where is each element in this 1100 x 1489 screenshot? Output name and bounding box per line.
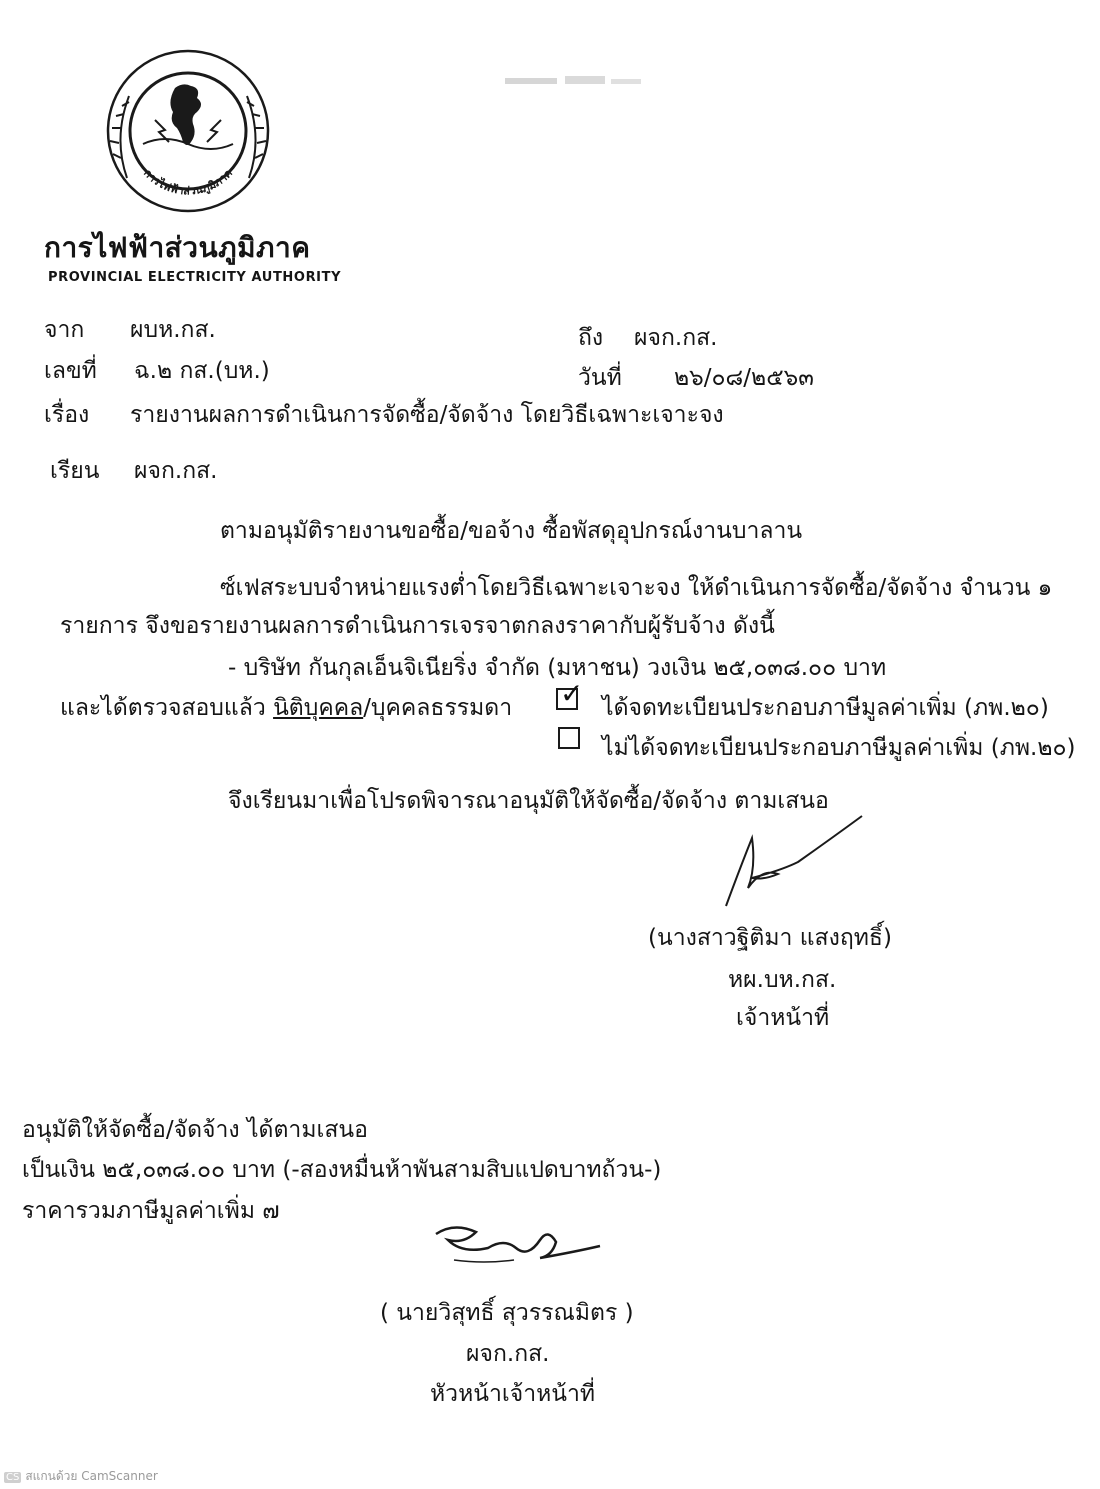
org-name-en: PROVINCIAL ELECTRICITY AUTHORITY	[48, 270, 342, 285]
vat-registered-checkbox[interactable]	[556, 677, 584, 710]
to-label: ถึง	[578, 325, 604, 351]
pea-logo	[105, 48, 271, 214]
from-label: จาก	[44, 317, 85, 343]
approval-line-1: อนุมัติให้จัดซื้อ/จัดจ้าง ได้ตามเสนอ	[22, 1117, 368, 1143]
approval-line-3: ราคารวมภาษีมูลค่าเพิ่ม ๗	[22, 1198, 280, 1224]
signer-1-name: (นางสาวฐิติมา แสงฤทธิ์)	[648, 925, 892, 951]
approval-line-2: เป็นเงิน ๒๕,๐๓๘.๐๐ บาท (-สองหมื่นห้าพันสามสิบแปดบาทถ้วน-)	[22, 1157, 662, 1183]
entity-juristic: นิติบุคคล	[273, 695, 364, 721]
signer-1-position: หผ.บห.กส.	[728, 967, 837, 993]
faint-stamp-mark	[505, 72, 645, 92]
contractor-line: - บริษัท กันกุลเอ็นจิเนียริ่ง จำกัด (มหาชน) วงเงิน ๒๕,๐๓๘.๐๐ บาท	[228, 655, 887, 681]
org-name-th: การไฟฟ้าส่วนภูมิภาค	[44, 231, 311, 264]
from-row	[44, 312, 216, 348]
signer-1-role: เจ้าหน้าที่	[736, 1005, 830, 1031]
date-label: วันที่	[578, 365, 622, 391]
number-row	[44, 353, 270, 389]
salutation-value: ผจก.กส.	[134, 458, 218, 484]
date-row	[578, 360, 814, 396]
entity-natural: /บุคคลธรรมดา	[363, 695, 513, 721]
subject-row	[44, 397, 724, 433]
camscanner-icon: CS	[6, 1472, 20, 1483]
subject-value: รายงานผลการดำเนินการจัดซื้อ/จัดจ้าง โดยวิธีเฉพาะเจาะจง	[130, 402, 724, 428]
subject-label: เรื่อง	[44, 402, 90, 428]
salutation-row	[50, 453, 217, 489]
entity-check-prefix: และได้ตรวจสอบแล้ว	[60, 695, 274, 721]
date-value: ๒๖/๐๘/๒๕๖๓	[674, 365, 814, 391]
salutation-label: เรียน	[50, 458, 100, 484]
to-value: ผจก.กส.	[634, 325, 718, 351]
svg-text:การไฟฟ้าส่วนภูมิภาค: การไฟฟ้าส่วนภูมิภาค	[141, 166, 235, 198]
camscanner-watermark	[4, 1467, 158, 1486]
check-mark-icon: ✓	[560, 677, 584, 710]
entity-check-line	[60, 690, 512, 726]
body-line-3: รายการ จึงขอรายงานผลการดำเนินการเจรจาตกลงราคากับผู้รับจ้าง ดังนี้	[60, 613, 775, 639]
signer-2-position: ผจก.กส.	[466, 1341, 550, 1367]
vat-not-registered-checkbox[interactable]	[558, 727, 580, 749]
from-value: ผบห.กส.	[130, 317, 216, 343]
to-row	[578, 320, 717, 356]
number-value: ฉ.๒ กส.(บห.)	[134, 358, 270, 384]
vat-not-registered-label: ไม่ได้จดทะเบียนประกอบภาษีมูลค่าเพิ่ม (ภพ.๒๐)	[602, 735, 1076, 761]
signature-2	[424, 1214, 604, 1274]
vat-registered-label: ได้จดทะเบียนประกอบภาษีมูลค่าเพิ่ม (ภพ.๒๐)	[602, 695, 1049, 721]
signature-1	[712, 808, 872, 918]
number-label: เลขที่	[44, 358, 97, 384]
closing-line: จึงเรียนมาเพื่อโปรดพิจารณาอนุมัติให้จัดซื้อ/จัดจ้าง ตามเสนอ	[228, 788, 829, 814]
signer-2-role: หัวหน้าเจ้าหน้าที่	[430, 1381, 596, 1407]
camscanner-text: สแกนด้วย CamScanner	[25, 1469, 158, 1483]
signer-2-name: ( นายวิสุทธิ์ สุวรรณมิตร )	[380, 1300, 634, 1326]
body-line-1: ตามอนุมัติรายงานขอซื้อ/ขอจ้าง ซื้อพัสดุอุปกรณ์งานบาลาน	[220, 518, 803, 544]
body-line-2: ซ์เฟสระบบจำหน่ายแรงต่ำโดยวิธีเฉพาะเจาะจง ให้ดำเนินการจัดซื้อ/จัดจ้าง จำนวน ๑	[220, 575, 1053, 601]
